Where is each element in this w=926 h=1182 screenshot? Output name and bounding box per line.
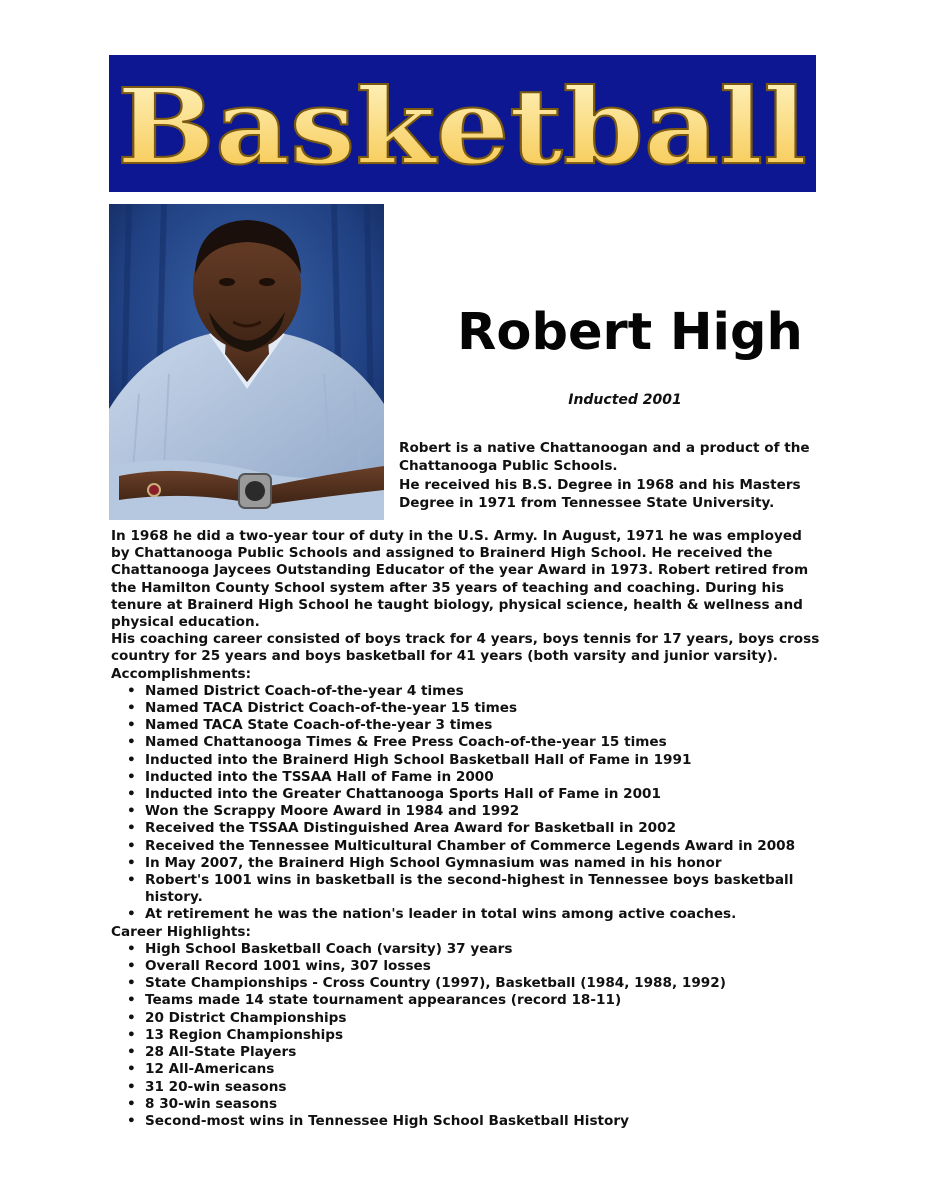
intro-line: Robert is a native Chattanoogan and a product of the Chattanooga Public Schools. — [399, 440, 810, 474]
accomplishments-title: Accomplishments: — [111, 665, 252, 682]
list-item: • At retirement he was the nation's leader in total wins among active coaches. — [145, 906, 823, 923]
intro-line: He received his B.S. Degree in 1968 and his Masters Degree in 1971 from Tennessee State University. — [399, 477, 801, 511]
biography-paragraph: His coaching career consisted of boys track for 4 years, boys tennis for 17 years, boys cross country for 25 years and boys basketball for 41 years (both varsity and junior varsity). — [111, 631, 820, 665]
list-item: • Named TACA District Coach-of-the-year 15 times — [145, 700, 823, 717]
list-item: • Teams made 14 state tournament appearances (record 18-11) — [145, 992, 823, 1009]
list-item: • State Championships - Cross Country (1997), Basketball (1984, 1988, 1992) — [145, 975, 823, 992]
career-highlights-title: Career Highlights: — [111, 923, 251, 940]
list-item: • Received the Tennessee Multicultural Chamber of Commerce Legends Award in 2008 — [145, 838, 823, 855]
list-item: • In May 2007, the Brainerd High School Gymnasium was named in his honor — [145, 855, 823, 872]
list-item: • 31 20-win seasons — [145, 1079, 823, 1096]
list-item: • Inducted into the TSSAA Hall of Fame in 2000 — [145, 769, 823, 786]
accomplishments-list — [111, 683, 823, 924]
biography-section — [111, 528, 823, 1130]
list-item: • Named TACA State Coach-of-the-year 3 times — [145, 717, 823, 734]
list-item: • Won the Scrappy Moore Award in 1984 and 1992 — [145, 803, 823, 820]
list-item: • Inducted into the Brainerd High School Basketball Hall of Fame in 1991 — [145, 752, 823, 769]
basketball-banner — [109, 55, 816, 192]
list-item: • High School Basketball Coach (varsity) 37 years — [145, 941, 823, 958]
inducted-year: Inducted 2001 — [568, 392, 682, 408]
list-item: • 28 All-State Players — [145, 1044, 823, 1061]
portrait-photo — [109, 204, 384, 520]
list-item: • Second-most wins in Tennessee High School Basketball History — [145, 1113, 823, 1130]
list-item: • 8 30-win seasons — [145, 1096, 823, 1113]
portrait-photo-icon — [109, 204, 384, 520]
list-item: • Robert's 1001 wins in basketball is the second-highest in Tennessee boys basketball history. — [145, 872, 823, 906]
list-item: • Named District Coach-of-the-year 4 times — [145, 683, 823, 700]
banner-title-graphic — [109, 55, 816, 192]
banner-title: Basketball — [117, 65, 807, 188]
list-item: • Received the TSSAA Distinguished Area Award for Basketball in 2002 — [145, 820, 823, 837]
list-item: • Overall Record 1001 wins, 307 losses — [145, 958, 823, 975]
inductee-name: Robert High — [457, 303, 803, 362]
career-highlights-list — [111, 941, 823, 1130]
list-item: • 13 Region Championships — [145, 1027, 823, 1044]
list-item: • 12 All-Americans — [145, 1061, 823, 1078]
list-item: • Named Chattanooga Times & Free Press Coach-of-the-year 15 times — [145, 734, 823, 751]
list-item: • 20 District Championships — [145, 1010, 823, 1027]
intro-text — [399, 440, 819, 512]
biography-paragraph: In 1968 he did a two-year tour of duty in the U.S. Army. In August, 1971 he was employed by Chattanooga Public Schools and assigned to Brainerd High School. He received the Chattanooga Jaycees Outstanding Educator of the year Award in 1973. Robert retired from the Hamilton County School system after 35 years of teaching and coaching. During his tenure at Brainerd High School he taught biology, physical science, health & wellness and physical education. — [111, 528, 809, 631]
list-item: • Inducted into the Greater Chattanooga Sports Hall of Fame in 2001 — [145, 786, 823, 803]
